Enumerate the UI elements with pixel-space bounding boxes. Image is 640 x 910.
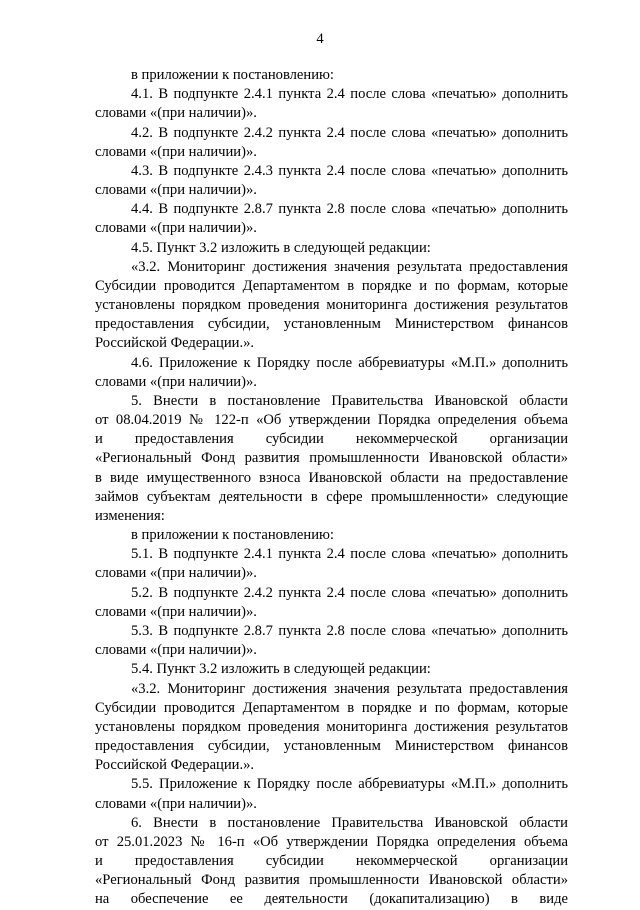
text-line: словами «(при наличии)».: [95, 220, 257, 237]
text-line: на обеспечение ее деятельности (докапитализацию) в виде: [95, 891, 568, 908]
text-line: в виде имущественного взноса Ивановской области на предоставление: [95, 469, 568, 486]
text-line: 5.1. В подпункте 2.4.1 пункта 2.4 после слова «печатью» дополнить: [131, 546, 568, 563]
text-line: 4.6. Приложение к Порядку после аббревиатуры «М.П.» дополнить: [131, 354, 568, 371]
text-line: «Региональный Фонд развития промышленности Ивановской области»: [95, 450, 568, 467]
text-line: в приложении к постановлению:: [131, 527, 334, 544]
text-line: 5. Внести в постановление Правительства Ивановской области: [131, 392, 568, 409]
text-line: 5.5. Приложение к Порядку после аббревиатуры «М.П.» дополнить: [131, 776, 568, 793]
text-line: от 25.01.2023 № 16-п «Об утверждении Порядка определения объема: [95, 833, 568, 850]
text-line: Российской Федерации.».: [95, 335, 255, 352]
text-line: 4.3. В подпункте 2.4.3 пункта 2.4 после слова «печатью» дополнить: [131, 162, 568, 179]
text-line: 5.3. В подпункте 2.8.7 пункта 2.8 после слова «печатью» дополнить: [131, 622, 568, 639]
text-line: от 08.04.2019 № 122-п «Об утверждении Порядка определения объема: [95, 412, 568, 429]
text-line: словами «(при наличии)».: [95, 373, 257, 390]
document-body: [95, 66, 568, 910]
text-line: займов субъектам деятельности в сфере промышленности» следующие: [95, 488, 568, 505]
text-line: 4.4. В подпункте 2.8.7 пункта 2.8 после слова «печатью» дополнить: [131, 201, 568, 218]
text-line: 5.4. Пункт 3.2 изложить в следующей редакции:: [131, 661, 431, 678]
text-line: 4.1. В подпункте 2.4.1 пункта 2.4 после слова «печатью» дополнить: [131, 86, 568, 103]
text-line: словами «(при наличии)».: [95, 143, 257, 160]
text-line: «Региональный Фонд развития промышленности Ивановской области»: [95, 872, 568, 889]
text-line: установлены порядком проведения мониторинга достижения результатов: [95, 718, 568, 735]
text-line: словами «(при наличии)».: [95, 642, 257, 659]
text-line: 4.5. Пункт 3.2 изложить в следующей редакции:: [131, 239, 431, 256]
text-line: Субсидии проводится Департаментом в порядке и по формам, которые: [95, 699, 568, 716]
text-line: изменения:: [95, 507, 165, 524]
text-line: Российской Федерации.».: [95, 757, 255, 774]
text-line: и предоставления субсидии некоммерческой организации: [95, 431, 568, 448]
page-number: 4: [316, 31, 324, 47]
text-line: предоставления субсидии, установленным Министерством финансов: [95, 738, 568, 755]
text-line: словами «(при наличии)».: [95, 182, 257, 199]
text-line: Субсидии проводится Департаментом в порядке и по формам, которые: [95, 277, 568, 294]
text-line: 5.2. В подпункте 2.4.2 пункта 2.4 после слова «печатью» дополнить: [131, 584, 568, 601]
text-line: словами «(при наличии)».: [95, 565, 257, 582]
text-line: 6. Внести в постановление Правительства Ивановской области: [131, 814, 568, 831]
text-line: словами «(при наличии)».: [95, 795, 257, 812]
text-line: в приложении к постановлению:: [131, 67, 334, 83]
text-line: словами «(при наличии)».: [95, 105, 257, 122]
text-line: «3.2. Мониторинг достижения значения результата предоставления: [131, 680, 568, 697]
text-line: предоставления субсидии, установленным Министерством финансов: [95, 316, 568, 333]
text-line: «3.2. Мониторинг достижения значения результата предоставления: [131, 258, 568, 275]
text-line: и предоставления субсидии некоммерческой организации: [95, 853, 568, 870]
text-line: установлены порядком проведения мониторинга достижения результатов: [95, 297, 568, 314]
text-line: словами «(при наличии)».: [95, 603, 257, 620]
text-line: 4.2. В подпункте 2.4.2 пункта 2.4 после слова «печатью» дополнить: [131, 124, 568, 141]
